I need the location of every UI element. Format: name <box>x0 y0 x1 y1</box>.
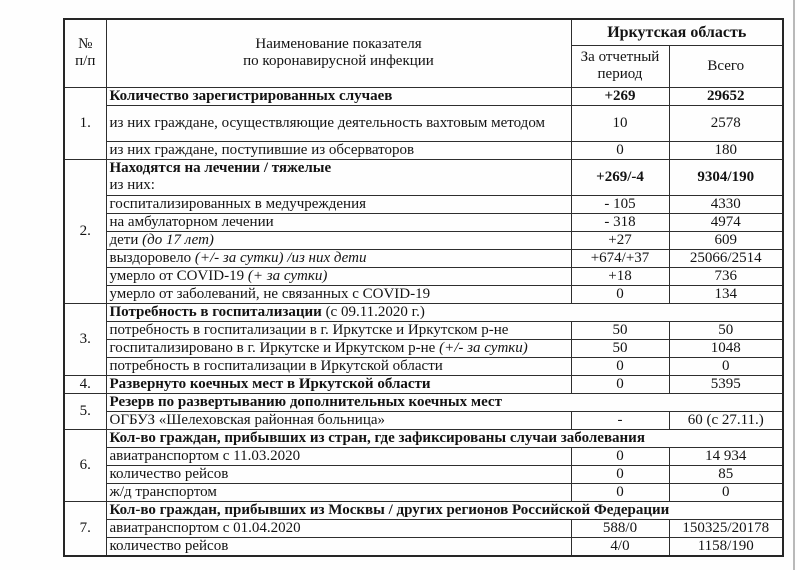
section-number: 6. <box>64 429 106 501</box>
section-number: 5. <box>64 393 106 429</box>
indicator-label-note: (+/- за сутки) /из них дети <box>194 249 367 266</box>
table-row <box>64 447 783 465</box>
indicator-label: авиатранспортом с 01.04.2020 <box>106 519 571 537</box>
value-total: 150325/20178 <box>669 519 783 537</box>
table-row <box>64 267 783 285</box>
indicator-label <box>106 339 571 357</box>
value-total: 1158/190 <box>669 537 783 556</box>
covid-statistics-table <box>63 18 784 557</box>
indicator-label-line1: Находятся на лечении / тяжелые <box>109 160 332 176</box>
value-period: 0 <box>571 447 669 465</box>
indicator-label: на амбулаторном лечении <box>106 213 571 231</box>
value-period: 0 <box>571 483 669 501</box>
value-period: +18 <box>571 267 669 285</box>
table-row <box>64 213 783 231</box>
indicator-label <box>106 249 571 267</box>
table-row <box>64 303 783 321</box>
column-header-number-line2: п/п <box>75 53 96 70</box>
table-row <box>64 87 783 105</box>
indicator-label <box>106 231 571 249</box>
section-number: 3. <box>64 303 106 375</box>
table-row <box>64 249 783 267</box>
table-row <box>64 141 783 159</box>
table-row <box>64 105 783 141</box>
table-row <box>64 285 783 303</box>
column-header-total: Всего <box>669 45 783 87</box>
value-total: 736 <box>669 267 783 285</box>
section-number: 4. <box>64 375 106 393</box>
indicator-label: из них граждане, осуществляющие деятельность вахтовым методом <box>106 105 571 141</box>
column-header-indicator-line2: по коронавирусной инфекции <box>243 53 434 70</box>
value-total: 85 <box>669 465 783 483</box>
table-row <box>64 321 783 339</box>
section-header: Кол-во граждан, прибывших из Москвы / других регионов Российской Федерации <box>106 501 783 519</box>
indicator-label <box>106 267 571 285</box>
value-period: 0 <box>571 465 669 483</box>
indicator-label-text: выздоровело <box>109 249 192 266</box>
value-period: 0 <box>571 375 669 393</box>
indicator-label: количество рейсов <box>106 537 571 556</box>
table-row <box>64 195 783 213</box>
indicator-label-line2: из них: <box>109 177 155 193</box>
section-number: 2. <box>64 159 106 303</box>
indicator-label: количество рейсов <box>106 465 571 483</box>
value-total: 4974 <box>669 213 783 231</box>
section-number: 7. <box>64 501 106 556</box>
column-header-period: За отчетный период <box>571 45 669 87</box>
indicator-label-text: госпитализировано в г. Иркутске и Иркутском р-не <box>109 339 436 356</box>
value-total: 50 <box>669 321 783 339</box>
indicator-label-note: (+ за сутки) <box>247 267 328 284</box>
indicator-label: ж/д транспортом <box>106 483 571 501</box>
value-period: 0 <box>571 141 669 159</box>
section-header-suffix: (с 09.11.2020 г.) <box>325 303 425 320</box>
indicator-label: потребность в госпитализации в Иркутской области <box>106 357 571 375</box>
table-row <box>64 159 783 195</box>
value-total: 60 (с 27.11.) <box>669 411 783 429</box>
table-row <box>64 483 783 501</box>
table-row <box>64 429 783 447</box>
column-header-number <box>64 19 106 87</box>
section-header-text: Потребность в госпитализации <box>109 303 322 320</box>
table-row <box>64 465 783 483</box>
value-total: 5395 <box>669 375 783 393</box>
indicator-label-note: (+/- за сутки) <box>439 339 528 356</box>
indicator-label: из них граждане, поступившие из обсерваторов <box>106 141 571 159</box>
indicator-label: умерло от заболеваний, не связанных с COVID-19 <box>106 285 571 303</box>
table-row <box>64 393 783 411</box>
value-total: 0 <box>669 357 783 375</box>
indicator-label-text: умерло от COVID-19 <box>109 267 245 284</box>
indicator-label: Развернуто коечных мест в Иркутской области <box>106 375 571 393</box>
value-period: +269 <box>571 87 669 105</box>
value-period: 0 <box>571 357 669 375</box>
value-period: +269/-4 <box>571 159 669 195</box>
table-row <box>64 339 783 357</box>
table-row <box>64 411 783 429</box>
value-period: 50 <box>571 321 669 339</box>
value-period: +27 <box>571 231 669 249</box>
indicator-label-text: дети <box>109 231 139 248</box>
value-total: 134 <box>669 285 783 303</box>
value-period: 0 <box>571 285 669 303</box>
indicator-label: ОГБУЗ «Шелеховская районная больница» <box>106 411 571 429</box>
indicator-label: Количество зарегистрированных случаев <box>106 87 571 105</box>
value-total: 29652 <box>669 87 783 105</box>
indicator-label-note: (до 17 лет) <box>142 231 214 248</box>
section-header: Кол-во граждан, прибывших из стран, где зафиксированы случаи заболевания <box>106 429 783 447</box>
value-total: 0 <box>669 483 783 501</box>
value-period: 50 <box>571 339 669 357</box>
table-row <box>64 231 783 249</box>
table-row <box>64 375 783 393</box>
table-row <box>64 357 783 375</box>
value-total: 14 934 <box>669 447 783 465</box>
value-total: 1048 <box>669 339 783 357</box>
value-total: 180 <box>669 141 783 159</box>
indicator-label <box>106 159 571 195</box>
column-header-indicator-line1: Наименование показателя <box>255 36 422 53</box>
value-period: - 105 <box>571 195 669 213</box>
value-total: 9304/190 <box>669 159 783 195</box>
section-header: Резерв по развертыванию дополнительных коечных мест <box>106 393 783 411</box>
section-number: 1. <box>64 87 106 159</box>
column-header-region: Иркутская область <box>571 19 783 45</box>
column-header-number-line1: № <box>78 36 93 53</box>
indicator-label: потребность в госпитализации в г. Иркутске и Иркутском р-не <box>106 321 571 339</box>
value-period: 4/0 <box>571 537 669 556</box>
table-row <box>64 519 783 537</box>
value-period: 10 <box>571 105 669 141</box>
value-period: - 318 <box>571 213 669 231</box>
value-total: 609 <box>669 231 783 249</box>
page-edge-line <box>793 0 795 570</box>
value-total: 25066/2514 <box>669 249 783 267</box>
value-period: 588/0 <box>571 519 669 537</box>
table-row <box>64 537 783 556</box>
indicator-label: госпитализированных в медучреждения <box>106 195 571 213</box>
column-header-indicator <box>106 19 571 87</box>
value-total: 4330 <box>669 195 783 213</box>
indicator-label: авиатранспортом с 11.03.2020 <box>106 447 571 465</box>
value-period: +674/+37 <box>571 249 669 267</box>
value-total: 2578 <box>669 105 783 141</box>
section-header <box>106 303 783 321</box>
value-period: - <box>571 411 669 429</box>
table-row <box>64 501 783 519</box>
